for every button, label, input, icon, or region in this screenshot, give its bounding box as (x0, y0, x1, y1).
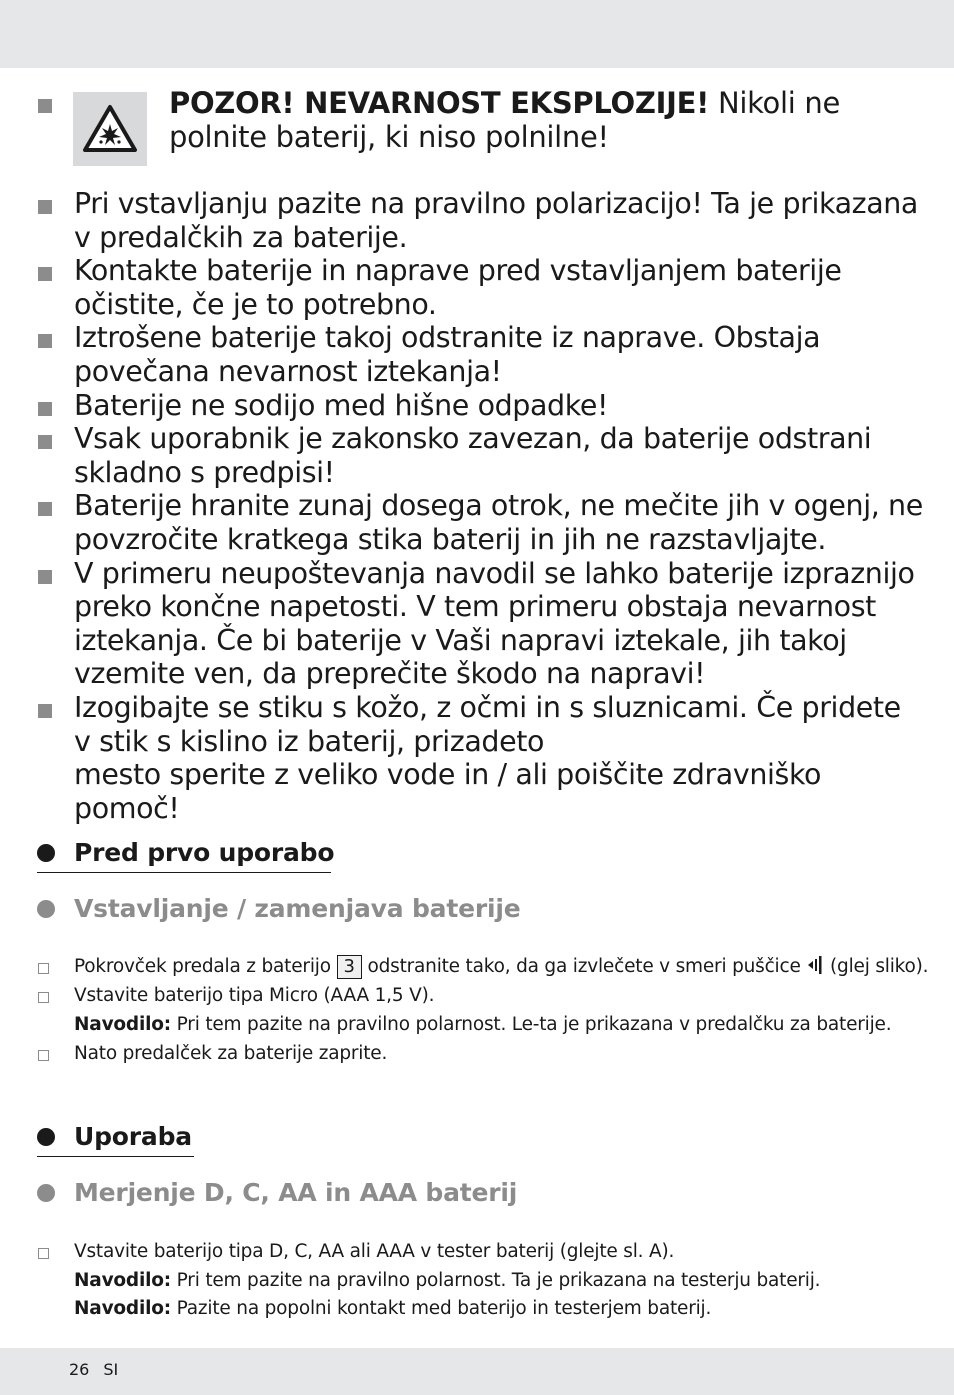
safety-list (0, 187, 954, 825)
section-title: Pred prvo uporabo (74, 838, 335, 867)
bullet-square (38, 704, 52, 718)
explosion-warning-text: POZOR! NEVARNOST EKSPLOZIJE! Nikoli ne polnite baterij, ki niso polnilne! (169, 86, 841, 154)
note-line: Navodilo: Pri tem pazite na pravilno polarnost. Ta je prikazana na testerju baterij. (74, 1270, 821, 1291)
section-title: Vstavljanje / zamenjava baterije (74, 894, 521, 923)
list-item: Pokrovček predala z baterijo 3 odstranite tako, da ga izvlečete v smeri puščice (glej sliko). (74, 953, 928, 982)
list-item: Baterije ne sodijo med hišne odpadke! (0, 389, 954, 423)
list-item: Pri vstavljanju pazite na pravilno polarizacijo! Ta je prikazana v predalčkih za baterije. (0, 187, 954, 254)
bullet-square (38, 334, 52, 348)
note-line: Navodilo: Pazite na popolni kontakt med baterijo in testerjem baterij. (74, 1298, 712, 1319)
list-item: Nato predalček za baterije zaprite. (74, 1040, 387, 1069)
checkbox-bullet (38, 963, 49, 974)
bullet-square (38, 570, 52, 584)
bullet-square (38, 502, 52, 516)
language-code: SI (103, 1360, 119, 1379)
list-item: Vstavite baterijo tipa Micro (AAA 1,5 V). (74, 982, 434, 1011)
top-band (0, 0, 954, 68)
checkbox-bullet (38, 1248, 49, 1259)
list-item: Izogibajte se stiku s kožo, z očmi in s sluznicami. Če pridete v stik s kislino iz baterij, prizadeto (0, 691, 954, 758)
list-item-continuation: mesto sperite z veliko vode in / ali poiščite zdravniško pomoč! (74, 758, 822, 825)
section-bullet-dot (37, 900, 55, 918)
bullet-square (38, 99, 52, 113)
list-item: Baterije hranite zunaj dosega otrok, ne mečite jih v ogenj, ne povzročite kratkega stika baterij in jih ne razstavljajte. (0, 489, 954, 556)
bullet-square (38, 200, 52, 214)
checkbox-bullet (38, 992, 49, 1003)
note-line: Navodilo: Pri tem pazite na pravilno polarnost. Le-ta je prikazana v predalčku za baterije. (74, 1014, 892, 1035)
page-footer (69, 1360, 132, 1379)
section-title: Merjenje D, C, AA in AAA baterij (74, 1178, 518, 1207)
part-reference-badge: 3 (337, 955, 362, 979)
list-item: Iztrošene baterije takoj odstranite iz naprave. Obstaja povečana nevarnost iztekanja! (0, 321, 954, 388)
page-number: 26 (69, 1360, 90, 1379)
list-item: Vstavite baterijo tipa D, C, AA ali AAA v tester baterij (glejte sl. A). (74, 1238, 674, 1267)
section-bullet-dot (37, 1128, 55, 1146)
list-item: Vsak uporabnik je zakonsko zavezan, da baterije odstrani skladno s predpisi! (0, 422, 954, 489)
section-bullet-dot (37, 844, 55, 862)
bottom-band (0, 1348, 954, 1395)
bullet-square (38, 267, 52, 281)
explosion-warning-icon (82, 104, 138, 154)
section-title: Uporaba (74, 1122, 192, 1151)
section-underline (37, 872, 331, 873)
warning-icon-box (73, 92, 147, 166)
bullet-square (38, 435, 52, 449)
pull-arrow-icon (806, 954, 824, 976)
section-underline (37, 1156, 194, 1157)
checkbox-bullet (38, 1050, 49, 1061)
list-item: Kontakte baterije in naprave pred vstavljanjem baterije očistite, če je to potrebno. (0, 254, 954, 321)
section-bullet-dot (37, 1184, 55, 1202)
bullet-square (38, 402, 52, 416)
list-item: V primeru neupoštevanja navodil se lahko baterije izpraznijo preko končne napetosti. V tem primeru obstaja nevarnost iztekanja. Če bi baterije v Vaši napravi iztekale, jih takoj vzemite ven, da preprečite škodo na napravi! (0, 557, 954, 691)
